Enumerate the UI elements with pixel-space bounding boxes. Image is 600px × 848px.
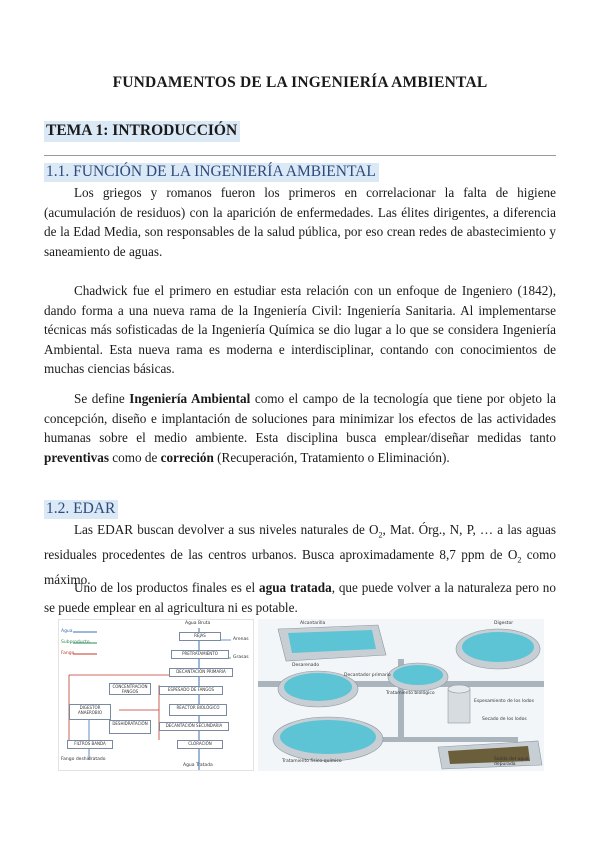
- paragraph-greeks: Los griegos y romanos fueron los primeros en correlacionar la falta de higiene (acumulación de residuos) con la aparición de enfermedades. Las élites dirigentes, a diferencia de la Edad Media, son responsables de la salud pública, por eso crean redes de abastecimiento y saneamiento de aguas.: [44, 185, 556, 259]
- legend-byproduct: Subproducto: [61, 640, 90, 645]
- box-rejas: REJAS: [179, 632, 221, 641]
- term-ingenieria-ambiental: Ingeniería Ambiental: [129, 391, 251, 406]
- term-preventivas: preventivas: [44, 449, 109, 465]
- flow-top-label: Agua Bruta: [185, 621, 211, 626]
- paragraph-edar: Las EDAR buscan devolver a sus niveles naturales de $O_2$, Mat. Órg., N, P, … a las aguas residuales procedentes de las centros urbanos. Busca aproximadamente 8,7 ppm de $O_2$ como máximo.: [44, 522, 556, 588]
- label-espesamiento: Espesamiento de los lodos: [474, 699, 534, 704]
- label-digestor: Digestor: [494, 621, 514, 626]
- box-pretratamiento: PRETRATAMIENTO: [171, 650, 229, 659]
- box-filtros: FILTROS BANDA: [67, 740, 113, 749]
- side-arenas: Arenas: [233, 637, 249, 642]
- paragraph-agua-tratada: Uno de los productos finales es el agua tratada, que puede volver a la naturaleza pero no se puede emplear en al agricultura ni es potable.: [44, 580, 556, 615]
- section-1-heading: 1.1. FUNCIÓN DE LA INGENIERÍA AMBIENTAL: [44, 163, 379, 182]
- box-espesado: ESPESADO DE FANGOS: [159, 686, 223, 695]
- box-concentracion: CONCENTRACIÓN FANGOS: [109, 683, 151, 695]
- term-correcion: correción: [160, 449, 214, 465]
- edar-plant-illustration: [258, 619, 544, 771]
- flow-bottom-label: Agua Tratada: [183, 763, 213, 768]
- box-decantacion-secundaria: DECANTACIÓN SECUNDARIA: [159, 722, 229, 731]
- box-cloracion: CLORACIÓN: [177, 740, 223, 749]
- legend-sludge: Fango: [61, 651, 75, 656]
- label-decantador-primario: Decantador primario: [344, 673, 391, 678]
- flow-sludge-out-label: Fango deshidratado: [61, 757, 106, 762]
- document-title: FUNDAMENTOS DE LA INGENIERÍA AMBIENTAL: [112, 74, 488, 91]
- label-secado: Secado de los lodos: [482, 717, 527, 722]
- box-digestor: DIGESTOR ANAEROBIO: [69, 704, 111, 720]
- label-tratamiento-biologico: Tratamiento biológico: [386, 691, 435, 696]
- label-tratamiento-fisico: Tratamiento físico-químico: [282, 759, 342, 764]
- section-2-heading: 1.2. EDAR: [44, 500, 118, 519]
- side-grasas: Grasas: [233, 655, 249, 660]
- tema-heading: TEMA 1: INTRODUCCIÓN: [44, 121, 240, 142]
- edar-figure: [58, 619, 544, 771]
- term-agua-tratada: agua tratada: [259, 580, 332, 595]
- legend-water: Agua: [61, 629, 73, 634]
- label-alcantarilla: Alcantarilla: [300, 621, 326, 626]
- paragraph-chadwick: Chadwick fue el primero en estudiar esta relación con un enfoque de Ingeniero (1842), dando forma a una nueva rama de la Ingeniería Civil: Ingeniería Sanitaria. Al implementarse técnicas más sofisticadas de la Ingeniería Química se dio lugar a lo que se considera Ingeniería Ambiental. Esta nueva rama es moderna e interdisciplinar, contando con conocimientos de muchas ciencias básicas.: [44, 283, 556, 377]
- edar-flowchart: [58, 619, 254, 771]
- box-reactor: REACTOR BIOLÓGICO: [169, 704, 227, 716]
- paragraph-definition: Se define Ingeniería Ambiental como el campo de la tecnología que tiene por objeto la concepción, diseño e implantación de soluciones para minimizar los efectos de las actividades humanas sobre el medio ambiente. Esta disciplina busca emplear/diseñar medidas tanto preventivas como de correción (Recuperación, Tratamiento o Eliminación).: [44, 391, 556, 465]
- box-deshidratacion: DESHIDRATACIÓN: [109, 720, 151, 734]
- label-salida: Salida del agua depurada: [494, 757, 529, 767]
- heading-divider: [44, 155, 556, 156]
- box-decantacion-primaria: DECANTACIÓN PRIMARIA: [169, 668, 233, 677]
- label-desarenado: Desarenado: [292, 663, 320, 668]
